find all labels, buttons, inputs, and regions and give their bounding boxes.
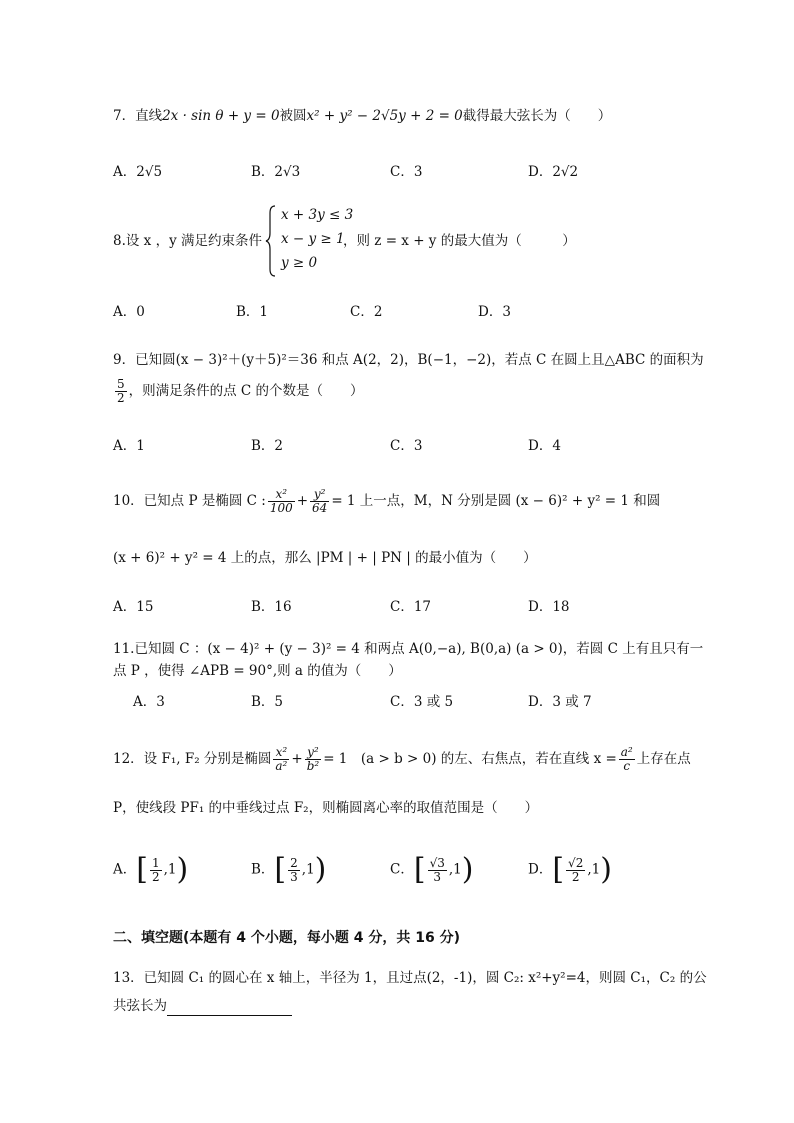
q12-text-mid: = 1 (a > b > 0) 的左、右焦点，若在直线 x = bbox=[323, 751, 617, 767]
q9-stem-line2 bbox=[113, 378, 364, 405]
right-paren-icon: ) bbox=[461, 852, 474, 887]
q12-option-c-label: C． bbox=[390, 861, 414, 878]
q12-text-pre: 12．设 F₁, F₂ 分别是椭圆 bbox=[113, 751, 272, 767]
q11-stem-line2: 点 P ，使得 ∠APB = 90°,则 a 的值为（ ） bbox=[113, 663, 402, 679]
q7-option-b: B．2√3 bbox=[251, 164, 301, 180]
q8-option-b: B．1 bbox=[236, 304, 269, 320]
q12-option-b-num: 2 bbox=[290, 855, 298, 870]
q9-option-c: C．3 bbox=[390, 438, 423, 454]
q8-number: 8. bbox=[113, 233, 126, 249]
q12-frac3-den: c bbox=[623, 759, 631, 773]
q10-text-post: = 1 上一点，M，N 分别是圆 (x − 6)² + y² = 1 和圆 bbox=[331, 493, 661, 509]
q7-text-pre: 直线 bbox=[135, 108, 163, 124]
q10-option-c: C．17 bbox=[390, 599, 432, 615]
q12-frac1-den: a² bbox=[275, 759, 288, 773]
q12-option-d-label: D． bbox=[528, 861, 553, 878]
q10-fraction-y bbox=[310, 488, 329, 515]
section-heading-fill-in: 二、填空题(本题有 4 个小题，每小题 4 分，共 16 分) bbox=[113, 930, 461, 946]
q10-plus: + bbox=[296, 493, 309, 509]
q10-frac2-num: y² bbox=[310, 488, 329, 502]
q12-option-a bbox=[113, 852, 189, 887]
q12-option-a-label: A． bbox=[113, 861, 137, 878]
q12-frac2-den: b² bbox=[306, 759, 320, 773]
q9-option-a: A．1 bbox=[113, 438, 145, 454]
q7-text-post: 截得最大弦长为（ ） bbox=[462, 108, 612, 124]
q12-option-c-fraction bbox=[428, 857, 447, 884]
q13-stem-line2 bbox=[113, 996, 292, 1016]
q10-frac1-den: 100 bbox=[269, 501, 293, 515]
q12-option-a-den: 2 bbox=[151, 869, 160, 884]
q12-frac1-num: x² bbox=[273, 746, 289, 760]
q12-stem-line1 bbox=[113, 746, 691, 773]
q7-line-equation: 2x · sin θ + y = 0 bbox=[162, 108, 280, 124]
q7-option-c: C．3 bbox=[390, 164, 423, 180]
q12-option-b-tail: ,1 bbox=[301, 861, 315, 878]
q12-option-d-num: √2 bbox=[568, 855, 584, 870]
q10-text-pre: 10．已知点 P 是椭圆 C : bbox=[113, 493, 266, 509]
q10-frac1-num: x² bbox=[268, 488, 295, 502]
q10-stem-line1 bbox=[113, 488, 660, 515]
q9-frac-num: 5 bbox=[117, 377, 125, 391]
q11-option-b: B．5 bbox=[251, 694, 284, 710]
q12-option-d-den: 2 bbox=[571, 869, 580, 884]
q7-text-mid: 被圆 bbox=[279, 108, 307, 124]
q8-text-pre: 设 x ，y 满足约束条件 bbox=[125, 233, 263, 249]
q7-stem bbox=[113, 106, 611, 126]
left-bracket-icon: [ bbox=[274, 852, 287, 887]
left-bracket-icon: [ bbox=[413, 852, 426, 887]
q12-option-b bbox=[251, 852, 327, 887]
right-paren-icon: ) bbox=[600, 852, 612, 887]
left-bracket-icon: [ bbox=[552, 852, 565, 887]
q8-option-d: D．3 bbox=[478, 304, 511, 320]
q12-stem-line2: P，使线段 PF₁ 的中垂线过点 F₂，则椭圆离心率的取值范围是（ ） bbox=[113, 800, 539, 816]
q12-fraction-line bbox=[619, 746, 635, 773]
q13-text-line2: 共弦长为 bbox=[113, 998, 167, 1014]
q13-stem-line1: 13．已知圆 C₁ 的圆心在 x 轴上，半径为 1，且过点(2，-1)，圆 C₂: x²+y²=4，则圆 C₁，C₂ 的公 bbox=[113, 970, 707, 986]
q8-constraint-2: x − y ≥ 1 bbox=[281, 231, 345, 247]
right-paren-icon: ) bbox=[176, 852, 189, 887]
q12-option-b-label: B． bbox=[251, 861, 275, 878]
q12-frac3-num: a² bbox=[620, 745, 633, 759]
q13-answer-blank[interactable] bbox=[167, 1001, 292, 1016]
q12-text-post: 上存在点 bbox=[636, 751, 691, 767]
left-bracket-icon: [ bbox=[136, 852, 148, 887]
q9-fraction bbox=[115, 378, 127, 405]
q12-fraction-x bbox=[273, 746, 289, 773]
q10-option-d: D．18 bbox=[528, 599, 570, 615]
q12-option-d-tail: ,1 bbox=[587, 861, 601, 878]
q9-stem-line1: 9．已知圆(x − 3)²＋(y＋5)²＝36 和点 A(2，2)，B(−1，−2)，若点 C 在圆上且△ABC 的面积为 bbox=[113, 352, 704, 368]
q8-option-a: A．0 bbox=[113, 304, 145, 320]
q9-option-d: D．4 bbox=[528, 438, 561, 454]
q12-option-d-fraction bbox=[566, 857, 585, 884]
q7-circle-equation: x² + y² − 2√5y + 2 = 0 bbox=[306, 108, 463, 124]
q12-option-a-fraction bbox=[150, 857, 162, 884]
q12-option-d bbox=[528, 852, 612, 887]
q11-option-c: C．3 或 5 bbox=[390, 694, 454, 710]
q7-number: 7． bbox=[113, 108, 136, 124]
q11-option-a: A．3 bbox=[133, 694, 165, 710]
q12-option-a-num: 1 bbox=[151, 855, 160, 870]
q12-option-b-fraction bbox=[288, 857, 300, 884]
q9-text-line2: ，则满足条件的点 C 的个数是（ ） bbox=[128, 383, 364, 399]
q12-option-b-den: 3 bbox=[290, 869, 298, 884]
q8-stem-post: ，则 z = x + y 的最大值为（ ） bbox=[343, 233, 576, 249]
q9-frac-den: 2 bbox=[117, 391, 125, 405]
q11-stem-line1: 11.已知圆 C ：(x − 4)² + (y − 3)² = 4 和两点 A(0,−a), B(0,a) (a > 0)，若圆 C 上有且只有一 bbox=[113, 641, 704, 657]
q12-option-a-tail: ,1 bbox=[163, 861, 177, 878]
q8-constraint-3: y ≥ 0 bbox=[281, 255, 318, 271]
q10-stem-line2: (x + 6)² + y² = 4 上的点，那么 |PM | + | PN | 的最小值为（ ） bbox=[113, 550, 537, 566]
q12-option-c-num: √3 bbox=[429, 855, 445, 870]
q10-option-b: B．16 bbox=[251, 599, 292, 615]
q11-option-d: D．3 或 7 bbox=[528, 694, 592, 710]
right-paren-icon: ) bbox=[314, 852, 327, 887]
q8-option-c: C．2 bbox=[350, 304, 383, 320]
q9-option-b: B．2 bbox=[251, 438, 284, 454]
q8-constraint-system bbox=[265, 205, 355, 277]
q12-frac2-num: y² bbox=[305, 746, 322, 760]
q7-option-d: D．2√2 bbox=[528, 164, 579, 180]
q8-constraint-1: x + 3y ≤ 3 bbox=[281, 207, 354, 223]
q12-option-c bbox=[390, 852, 474, 887]
q10-fraction-x bbox=[268, 488, 295, 515]
q12-fraction-y bbox=[305, 746, 322, 773]
q10-option-a: A．15 bbox=[113, 599, 154, 615]
q12-plus: + bbox=[291, 751, 303, 767]
q12-option-c-den: 3 bbox=[433, 869, 442, 884]
q10-frac2-den: 64 bbox=[312, 501, 328, 515]
left-brace-icon bbox=[265, 205, 277, 277]
q12-option-c-tail: ,1 bbox=[448, 861, 462, 878]
q8-stem-pre bbox=[113, 231, 262, 251]
q7-option-a: A．2√5 bbox=[113, 164, 163, 180]
